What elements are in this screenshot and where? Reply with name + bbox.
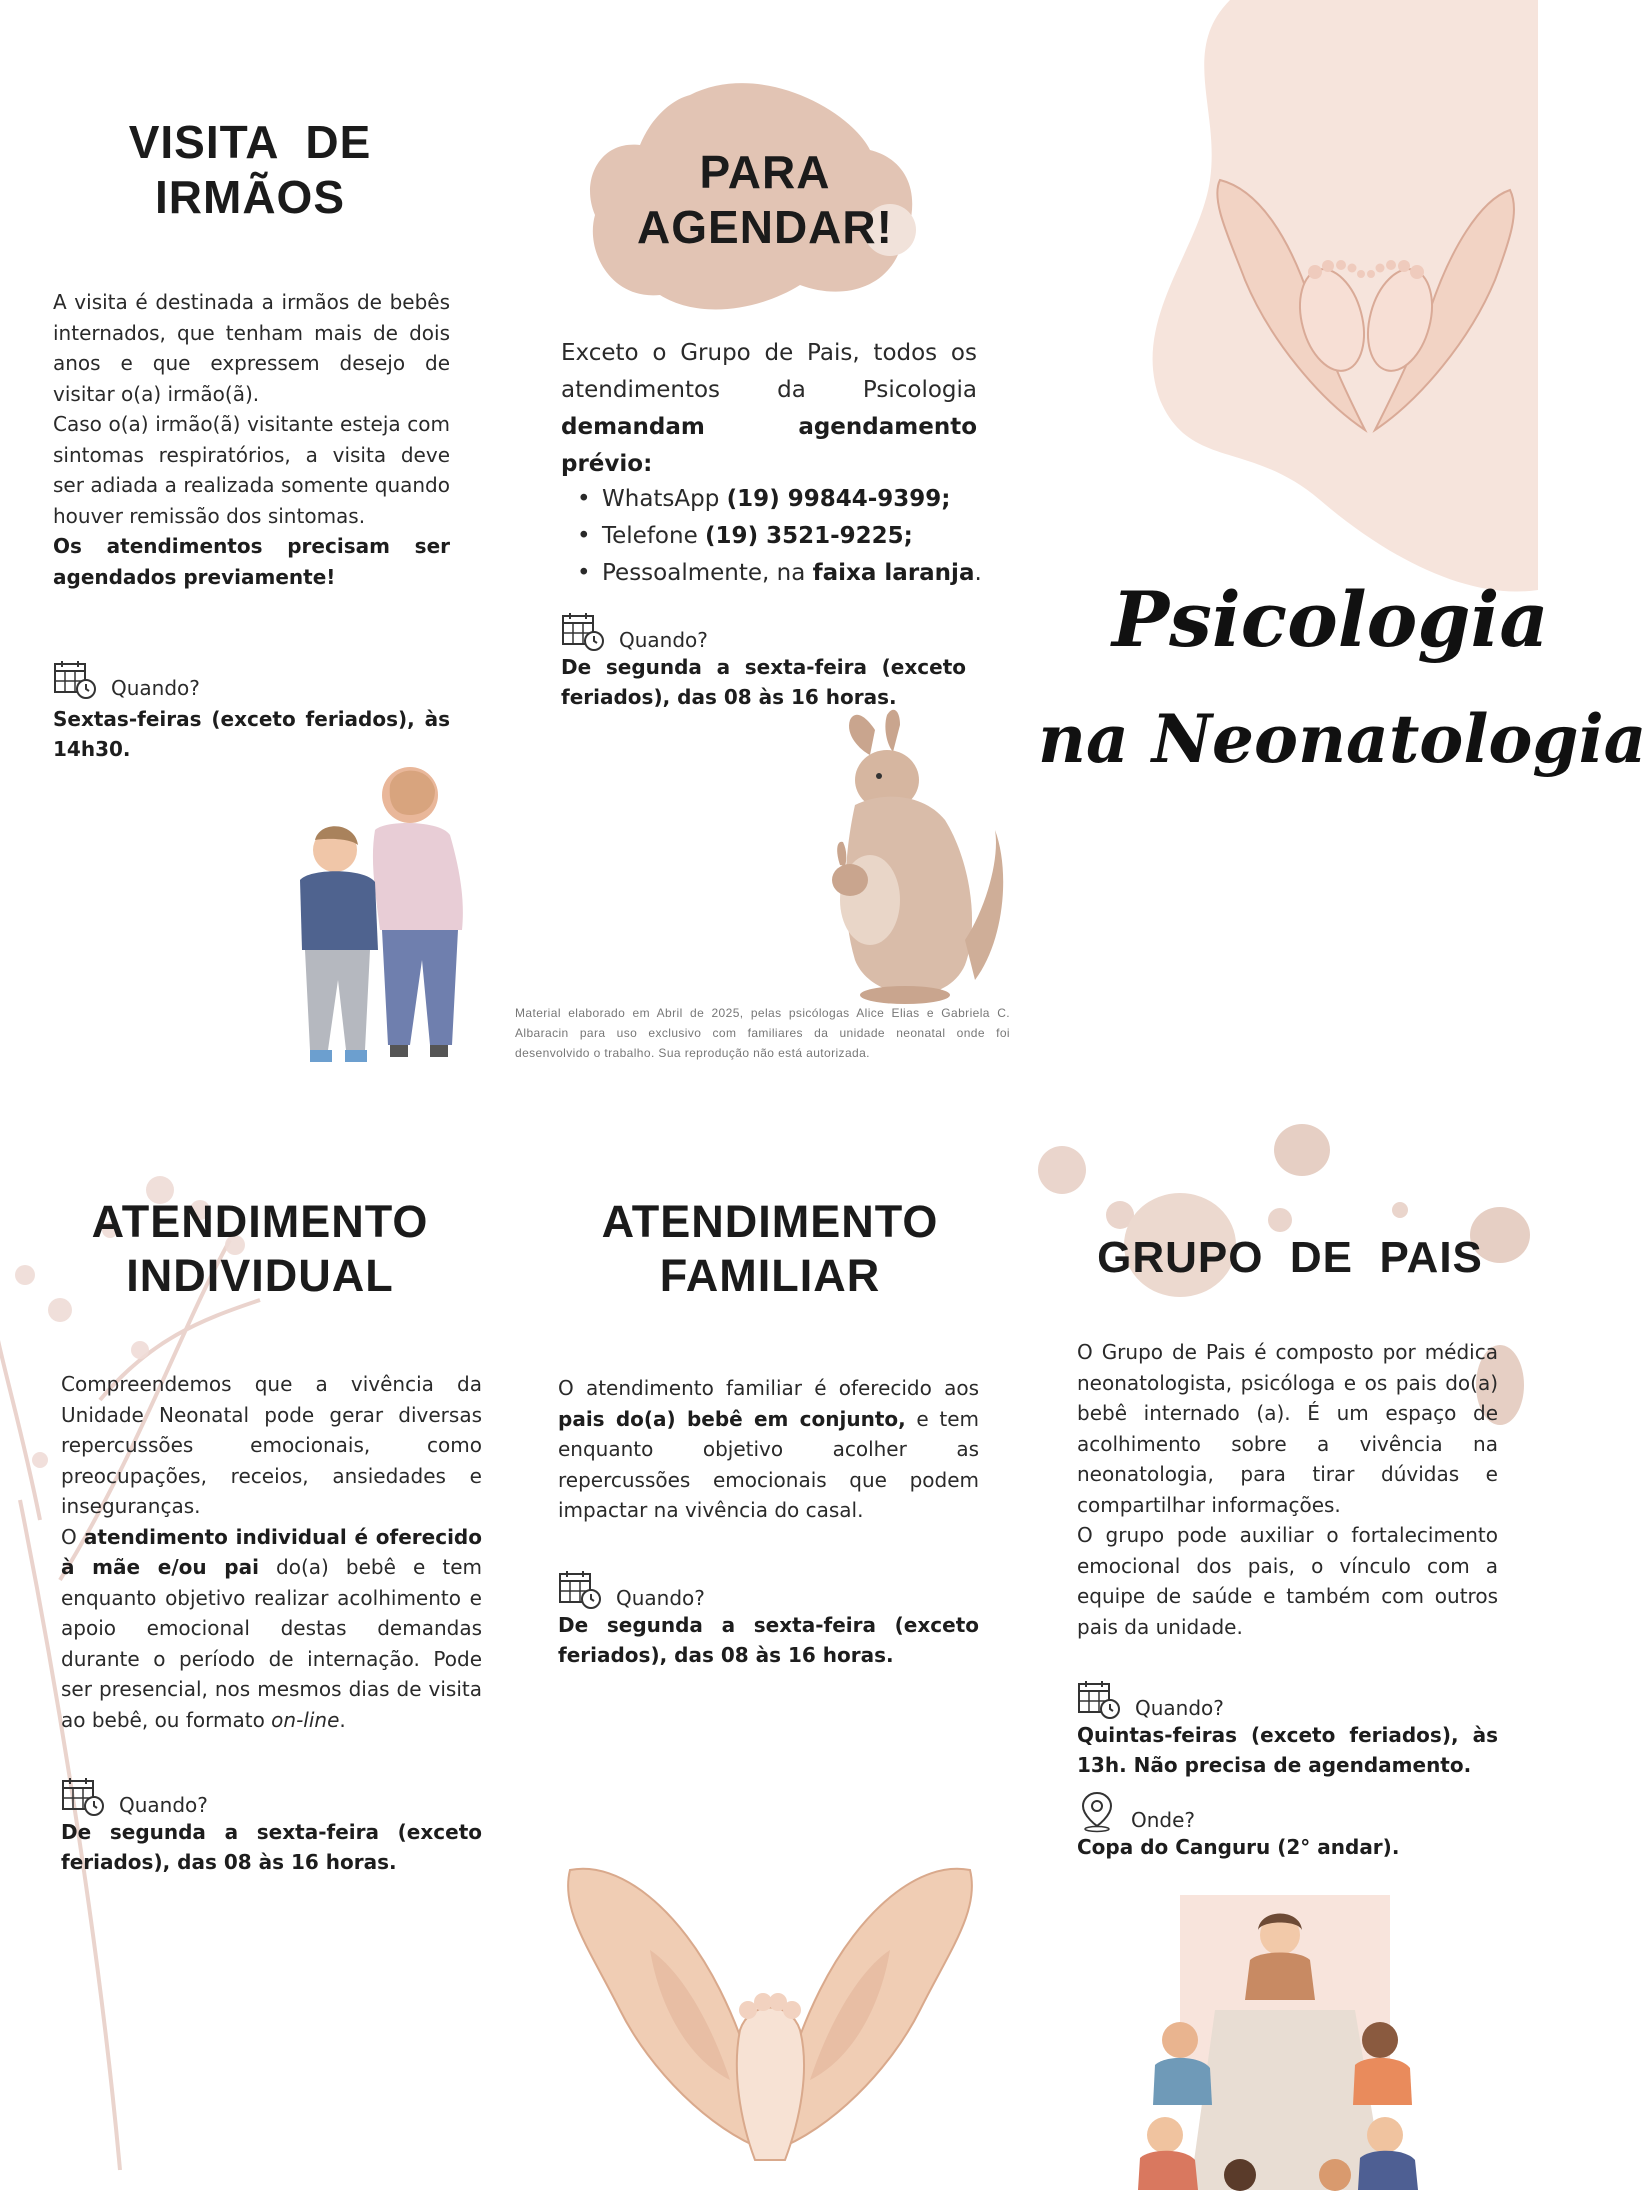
- individual-paragraph: O atendimento individual é oferecido à mãe e/ou pai do(a) bebê e tem enquanto objetivo realizar acolhimento e apoio emocional destas demandas durante o período de internação. Pode ser presencial, nos mesmos dias de visita ao bebê, ou formato on-line.: [61, 1524, 482, 1732]
- calendar-clock-icon: [61, 1777, 105, 1817]
- when-text: Sextas-feiras (exceto feriados), às 14h30.: [53, 707, 450, 761]
- grupo-when: [1077, 1680, 1498, 1780]
- visita-title: VISITA DE IRMÃOS: [128, 116, 372, 224]
- contact-list: [575, 481, 995, 592]
- familiar-title: ATENDIMENTO FAMILIAR: [601, 1196, 939, 1301]
- individual-when: [61, 1777, 482, 1877]
- individual-body: [61, 1369, 482, 1735]
- when-text: De segunda a sexta-feira (exceto feriados), das 08 às 16 horas.: [558, 1613, 979, 1667]
- when-label: Quando?: [1135, 1696, 1224, 1720]
- kangaroo-illustration: [795, 710, 1005, 1005]
- agendar-intro-bold: demandam agendamento prévio:: [561, 414, 977, 477]
- familiar-when: [558, 1570, 979, 1670]
- visita-paragraph: A visita é destinada a irmãos de bebês internados, que tenham mais de dois anos e que expressem desejo de visitar o(a) irmão(ã).: [53, 290, 450, 406]
- when-text: De segunda a sexta-feira (exceto feriados), das 08 às 16 horas.: [61, 1820, 482, 1874]
- grupo-paragraph: O grupo pode auxiliar o fortalecimento emocional dos pais, o vínculo com a equipe de saúde e também com outros pais da unidade.: [1077, 1523, 1498, 1639]
- calendar-clock-icon: [558, 1570, 602, 1610]
- calendar-clock-icon: [1077, 1680, 1121, 1720]
- map-pin-icon: [1077, 1790, 1117, 1832]
- cupped-hands-illustration: [560, 1830, 980, 2170]
- grupo-body: [1077, 1337, 1498, 1642]
- agendar-when: [561, 612, 966, 712]
- when-text: Quintas-feiras (exceto feriados), às 13h. Não precisa de agendamento.: [1077, 1723, 1498, 1777]
- contact-telefone[interactable]: • Telefone (19) 3521-9225;: [575, 518, 995, 555]
- contact-whatsapp[interactable]: • WhatsApp (19) 99844-9399;: [575, 481, 995, 518]
- when-label: Quando?: [111, 676, 200, 700]
- grupo-title: GRUPO DE PAIS: [1097, 1233, 1483, 1282]
- when-label: Quando?: [119, 1793, 208, 1817]
- visita-note: Os atendimentos precisam ser agendados previamente!: [53, 534, 450, 589]
- dot: [1392, 1202, 1408, 1218]
- visita-body: [53, 287, 450, 592]
- agendar-intro: [561, 335, 977, 483]
- where-text: Copa do Canguru (2° andar).: [1077, 1835, 1400, 1859]
- individual-title: ATENDIMENTO INDIVIDUAL: [91, 1196, 429, 1301]
- agendar-title: PARA AGENDAR!: [637, 146, 893, 254]
- credit-note: Material elaborado em Abril de 2025, pelas psicólogas Alice Elias e Gabriela C. Albaracin para uso exclusivo com familiares da unidade neonatal onde foi desenvolvido o trabalho. Sua reprodução não está autorizada.: [515, 1006, 1010, 1060]
- visita-when: [53, 660, 450, 764]
- when-text: De segunda a sexta-feira (exceto feriados), das 08 às 16 horas.: [561, 655, 966, 709]
- hands-feet-illustration: [1200, 160, 1530, 450]
- group-meeting-illustration: [1120, 1890, 1440, 2190]
- siblings-illustration: [270, 760, 480, 1090]
- familiar-body: [558, 1373, 979, 1526]
- where-label: Onde?: [1131, 1808, 1196, 1832]
- individual-paragraph: Compreendemos que a vivência da Unidade Neonatal pode gerar diversas repercussões emocionais, como preocupações, receios, ansiedades e inseguranças.: [61, 1372, 482, 1518]
- dot: [1274, 1124, 1330, 1176]
- agendar-intro-text: Exceto o Grupo de Pais, todos os atendimentos da Psicologia: [561, 340, 977, 403]
- when-label: Quando?: [619, 628, 708, 652]
- dot: [1268, 1208, 1292, 1232]
- when-label: Quando?: [616, 1586, 705, 1610]
- visita-paragraph: Caso o(a) irmão(ã) visitante esteja com sintomas respiratórios, a visita deve ser adiada a realizada somente quando houver remissão dos sintomas.: [53, 412, 450, 528]
- cover-title-line1: Psicologia: [1112, 575, 1549, 664]
- dot: [1038, 1146, 1086, 1194]
- calendar-clock-icon: [561, 612, 605, 652]
- calendar-clock-icon: [53, 660, 97, 700]
- contact-pessoalmente: • Pessoalmente, na faixa laranja.: [575, 555, 995, 592]
- cover-title-line2: na Neonatologia: [1038, 700, 1646, 778]
- familiar-paragraph: O atendimento familiar é oferecido aos pais do(a) bebê em conjunto, e tem enquanto objetivo acolher as repercussões emocionais que podem impactar na vivência do casal.: [558, 1376, 979, 1522]
- grupo-where: [1077, 1790, 1498, 1862]
- grupo-paragraph: O Grupo de Pais é composto por médica neonatologista, psicóloga e os pais do(a) bebê internado (a). É um espaço de acolhimento sobre a vivência na neonatologia, para tirar dúvidas e compartilhar informações.: [1077, 1340, 1498, 1517]
